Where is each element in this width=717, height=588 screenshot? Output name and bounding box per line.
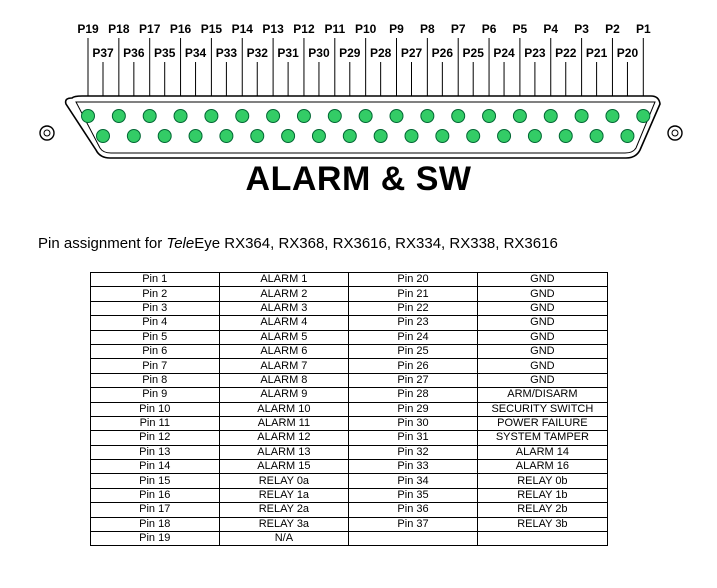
pin-number-cell: Pin 30 <box>349 416 478 430</box>
top-pin-label: P7 <box>450 22 466 36</box>
pin-dot <box>127 130 140 143</box>
pin-dot <box>621 130 634 143</box>
bottom-pin-label: P24 <box>493 46 515 60</box>
signal-name-cell: ALARM 12 <box>219 431 349 445</box>
pin-number-cell: Pin 27 <box>349 373 478 387</box>
pin-dot <box>205 110 218 123</box>
bottom-pin-label: P32 <box>246 46 268 60</box>
pin-dot <box>405 130 418 143</box>
table-row <box>91 373 608 387</box>
pin-dot <box>513 110 526 123</box>
bottom-pin-label: P36 <box>123 46 145 60</box>
signal-name-cell: ALARM 6 <box>219 344 349 358</box>
pin-dot <box>374 130 387 143</box>
pin-number-cell: Pin 22 <box>349 301 478 315</box>
signal-name-cell: ARM/DISARM <box>477 388 607 402</box>
table-row <box>91 503 608 517</box>
top-pin-label: P14 <box>231 22 253 36</box>
signal-name-cell: RELAY 2b <box>477 503 607 517</box>
top-pin-label: P9 <box>389 22 404 36</box>
pin-number-cell: Pin 16 <box>91 488 220 502</box>
signal-name-cell: GND <box>477 359 607 373</box>
pin-number-cell: Pin 37 <box>349 517 478 531</box>
pin-dot <box>220 130 233 143</box>
bottom-pin-label: P33 <box>215 46 238 60</box>
pin-dot <box>436 130 449 143</box>
signal-name-cell: GND <box>477 316 607 330</box>
pin-number-cell: Pin 31 <box>349 431 478 445</box>
signal-name-cell: SECURITY SWITCH <box>477 402 607 416</box>
pin-dot <box>483 110 496 123</box>
signal-name-cell: GND <box>477 287 607 301</box>
pin-dot <box>328 110 341 123</box>
table-row <box>91 488 608 502</box>
pin-number-cell: Pin 19 <box>91 532 220 546</box>
pin-dot <box>112 110 125 123</box>
bottom-pin-label: P21 <box>585 46 608 60</box>
top-pin-label: P12 <box>293 22 315 36</box>
pin-dot <box>82 110 95 123</box>
pin-number-cell: Pin 20 <box>349 273 478 287</box>
pin-number-cell: Pin 5 <box>91 330 220 344</box>
bottom-pin-label: P29 <box>339 46 361 60</box>
pin-number-cell: Pin 34 <box>349 474 478 488</box>
table-row <box>91 273 608 287</box>
top-pin-label: P1 <box>635 22 651 36</box>
pin-number-cell: Pin 3 <box>91 301 220 315</box>
table-row <box>91 445 608 459</box>
pin-number-cell: Pin 18 <box>91 517 220 531</box>
bottom-pin-label: P30 <box>308 46 330 60</box>
signal-name-cell: ALARM 2 <box>219 287 349 301</box>
top-pin-label: P19 <box>77 22 99 36</box>
bottom-pin-label: P28 <box>369 46 392 60</box>
signal-name-cell: ALARM 13 <box>219 445 349 459</box>
pin-number-cell: Pin 29 <box>349 402 478 416</box>
pin-dot <box>174 110 187 123</box>
signal-name-cell: RELAY 3b <box>477 517 607 531</box>
pin-dot <box>251 130 264 143</box>
signal-name-cell: ALARM 15 <box>219 460 349 474</box>
signal-name-cell: ALARM 11 <box>219 416 349 430</box>
pin-number-cell: Pin 32 <box>349 445 478 459</box>
heading-prefix: Pin assignment for <box>38 235 167 252</box>
top-pin-label: P4 <box>543 22 559 36</box>
pin-dot <box>467 130 480 143</box>
signal-name-cell: ALARM 14 <box>477 445 607 459</box>
top-pin-label: P15 <box>200 22 223 36</box>
table-row <box>91 402 608 416</box>
pin-assignment-heading <box>38 235 558 252</box>
signal-name-cell: RELAY 1b <box>477 488 607 502</box>
signal-name-cell: ALARM 8 <box>219 373 349 387</box>
table-row <box>91 532 608 546</box>
signal-name-cell: GND <box>477 373 607 387</box>
table-row <box>91 287 608 301</box>
table-row <box>91 344 608 358</box>
pin-number-cell: Pin 4 <box>91 316 220 330</box>
pin-labels <box>77 22 651 60</box>
pin-dot <box>189 130 202 143</box>
top-pin-label: P2 <box>605 22 620 36</box>
pin-number-cell: Pin 11 <box>91 416 220 430</box>
pin-number-cell <box>349 532 478 546</box>
top-pin-label: P13 <box>262 22 284 36</box>
pin-dot <box>575 110 588 123</box>
pin-dot <box>528 130 541 143</box>
signal-name-cell: SYSTEM TAMPER <box>477 431 607 445</box>
pin-number-cell: Pin 24 <box>349 330 478 344</box>
table-row <box>91 316 608 330</box>
signal-name-cell: RELAY 3a <box>219 517 349 531</box>
pin-number-cell: Pin 1 <box>91 273 220 287</box>
table-row <box>91 460 608 474</box>
bottom-pin-label: P35 <box>154 46 176 60</box>
bottom-pin-label: P31 <box>277 46 299 60</box>
signal-name-cell: RELAY 1a <box>219 488 349 502</box>
table-row <box>91 301 608 315</box>
brand-eye: Eye <box>194 235 221 252</box>
brand-tele: Tele <box>166 235 195 252</box>
table-row <box>91 517 608 531</box>
pin-dot <box>452 110 465 123</box>
pin-number-cell: Pin 36 <box>349 503 478 517</box>
signal-name-cell: GND <box>477 301 607 315</box>
pin-assignment-table <box>90 272 608 546</box>
signal-name-cell: RELAY 0a <box>219 474 349 488</box>
pin-number-cell: Pin 17 <box>91 503 220 517</box>
pin-dot <box>359 110 372 123</box>
pin-number-cell: Pin 15 <box>91 474 220 488</box>
pin-number-cell: Pin 12 <box>91 431 220 445</box>
signal-name-cell: POWER FAILURE <box>477 416 607 430</box>
bottom-pin-label: P34 <box>184 46 207 60</box>
pin-dot <box>637 110 650 123</box>
pin-dot <box>267 110 280 123</box>
bottom-pin-label: P20 <box>616 46 639 60</box>
pin-number-cell: Pin 28 <box>349 388 478 402</box>
table-row <box>91 416 608 430</box>
top-pin-label: P16 <box>169 22 192 36</box>
pin-number-cell: Pin 13 <box>91 445 220 459</box>
bottom-pin-label: P25 <box>462 46 484 60</box>
pin-table-body <box>91 273 608 546</box>
pin-number-cell: Pin 26 <box>349 359 478 373</box>
pin-dot <box>498 130 511 143</box>
pin-number-cell: Pin 8 <box>91 373 220 387</box>
db37-connector-diagram <box>0 0 717 160</box>
signal-name-cell <box>477 532 607 546</box>
pin-number-cell: Pin 33 <box>349 460 478 474</box>
signal-name-cell: ALARM 16 <box>477 460 607 474</box>
table-row <box>91 388 608 402</box>
pin-dot <box>343 130 356 143</box>
pin-dot <box>390 110 403 123</box>
pin-dot <box>282 130 295 143</box>
bottom-pin-label: P27 <box>400 46 423 60</box>
pin-dot <box>559 130 572 143</box>
signal-name-cell: ALARM 1 <box>219 273 349 287</box>
top-pin-label: P6 <box>481 22 497 36</box>
pin-dot <box>297 110 310 123</box>
signal-name-cell: ALARM 5 <box>219 330 349 344</box>
pin-number-cell: Pin 2 <box>91 287 220 301</box>
pin-dot <box>236 110 249 123</box>
table-row <box>91 431 608 445</box>
signal-name-cell: GND <box>477 330 607 344</box>
bottom-pin-label: P22 <box>555 46 577 60</box>
top-pin-label: P11 <box>324 22 346 36</box>
left-mounting-hole <box>40 126 54 140</box>
pin-dot <box>544 110 557 123</box>
bottom-pin-label: P37 <box>92 46 114 60</box>
signal-name-cell: GND <box>477 273 607 287</box>
pin-number-cell: Pin 14 <box>91 460 220 474</box>
pin-dot <box>312 130 325 143</box>
bottom-pin-label: P23 <box>524 46 546 60</box>
top-pin-label: P3 <box>574 22 589 36</box>
signal-name-cell: ALARM 4 <box>219 316 349 330</box>
signal-name-cell: ALARM 10 <box>219 402 349 416</box>
pin-dot <box>97 130 110 143</box>
pin-number-cell: Pin 35 <box>349 488 478 502</box>
right-mounting-hole <box>668 126 682 140</box>
pin-dot <box>158 130 171 143</box>
top-pin-label: P5 <box>512 22 528 36</box>
pin-number-cell: Pin 21 <box>349 287 478 301</box>
top-pin-label: P18 <box>108 22 130 36</box>
top-pin-label: P10 <box>354 22 377 36</box>
signal-name-cell: ALARM 3 <box>219 301 349 315</box>
table-row <box>91 474 608 488</box>
pin-number-cell: Pin 23 <box>349 316 478 330</box>
signal-name-cell: GND <box>477 344 607 358</box>
pin-dot <box>590 130 603 143</box>
bottom-pin-label: P26 <box>431 46 454 60</box>
signal-name-cell: ALARM 9 <box>219 388 349 402</box>
connector-shell <box>66 96 660 158</box>
table-row <box>91 330 608 344</box>
pin-number-cell: Pin 9 <box>91 388 220 402</box>
pin-number-cell: Pin 6 <box>91 344 220 358</box>
signal-name-cell: RELAY 0b <box>477 474 607 488</box>
pin-number-cell: Pin 10 <box>91 402 220 416</box>
connector-title: ALARM & SW <box>245 160 472 198</box>
pin-dot <box>606 110 619 123</box>
table-row <box>91 359 608 373</box>
pin-dot <box>143 110 156 123</box>
model-list: RX364, RX368, RX3616, RX334, RX338, RX3616 <box>220 235 558 252</box>
pin-number-cell: Pin 25 <box>349 344 478 358</box>
pin-dot <box>421 110 434 123</box>
signal-name-cell: RELAY 2a <box>219 503 349 517</box>
signal-name-cell: N/A <box>219 532 349 546</box>
top-pin-label: P17 <box>139 22 161 36</box>
top-pin-label: P8 <box>420 22 435 36</box>
signal-name-cell: ALARM 7 <box>219 359 349 373</box>
pin-number-cell: Pin 7 <box>91 359 220 373</box>
